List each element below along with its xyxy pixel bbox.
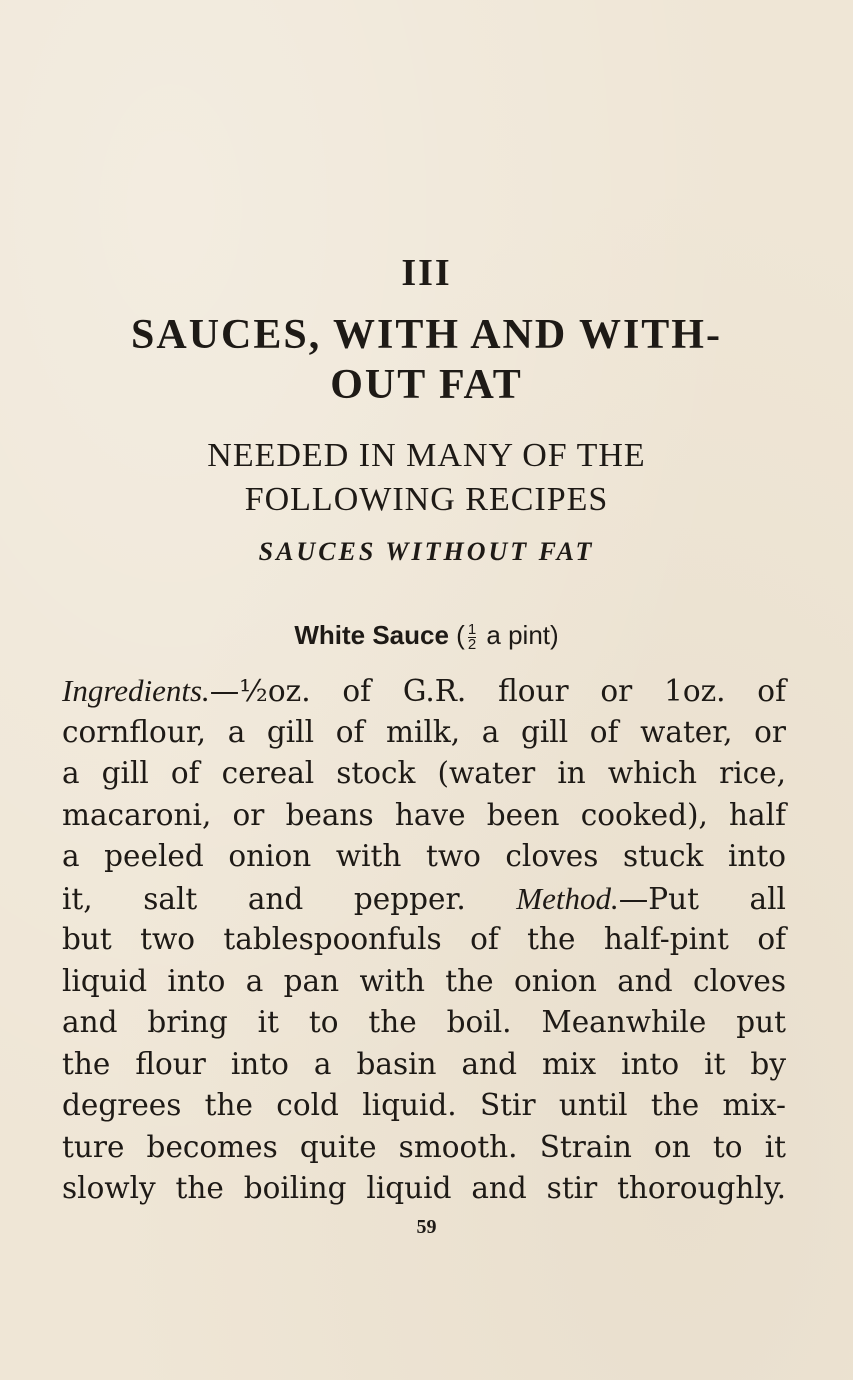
chapter-subtitle-line-2: FOLLOWING RECIPES [244, 481, 609, 518]
chapter-title-line-2: OUT FAT [330, 362, 523, 408]
ingredients-label: Ingredients. [62, 673, 210, 708]
chapter-subtitle-line-1: NEEDED IN MANY OF THE [207, 437, 646, 474]
body-line: but two tablespoonfuls of the half-pint of [62, 922, 786, 956]
body-line: ture becomes quite smooth. Strain on to it [62, 1129, 786, 1164]
recipe-qty-open: ( [456, 620, 465, 650]
body-line: cornflour, a gill of milk, a gill of water, or [62, 714, 786, 749]
body-line: and bring it to the boil. Meanwhile put [62, 1005, 786, 1039]
recipe-title [0, 615, 853, 655]
body-line: a gill of cereal stock (water in which rice, [62, 756, 786, 790]
chapter-number: III [401, 252, 452, 294]
recipe-body [62, 670, 786, 1210]
body-text-span: —Put all [618, 881, 786, 916]
fraction-denominator: 2 [467, 635, 477, 653]
section-heading: SAUCES WITHOUT FAT [258, 537, 595, 566]
body-line: slowly the boiling liquid and stir thoroughly. [62, 1171, 786, 1205]
body-line [62, 670, 786, 712]
body-line: the flour into a basin and mix into it by [62, 1046, 786, 1081]
chapter-title [0, 310, 853, 410]
recipe-qty-rest: a pint) [486, 620, 559, 650]
method-label: Method. [516, 880, 619, 916]
chapter-subtitle [0, 434, 853, 522]
body-text-span: it, salt and pepper. [62, 881, 466, 916]
body-line [62, 878, 786, 920]
fraction-numerator: 1 [467, 620, 477, 638]
page-number: 59 [416, 1216, 437, 1238]
chapter-title-line-1: SAUCES, WITH AND WITH- [131, 312, 722, 358]
body-text-span: —½oz. of G.R. flour or 1oz. of [209, 674, 786, 708]
body-line: degrees the cold liquid. Stir until the mix- [62, 1088, 786, 1122]
recipe-name: White Sauce [294, 620, 449, 650]
body-line: macaroni, or beans have been cooked), half [62, 797, 786, 832]
body-line: liquid into a pan with the onion and cloves [62, 963, 786, 998]
half-fraction [467, 620, 477, 653]
body-line: a peeled onion with two cloves stuck into [62, 839, 786, 873]
